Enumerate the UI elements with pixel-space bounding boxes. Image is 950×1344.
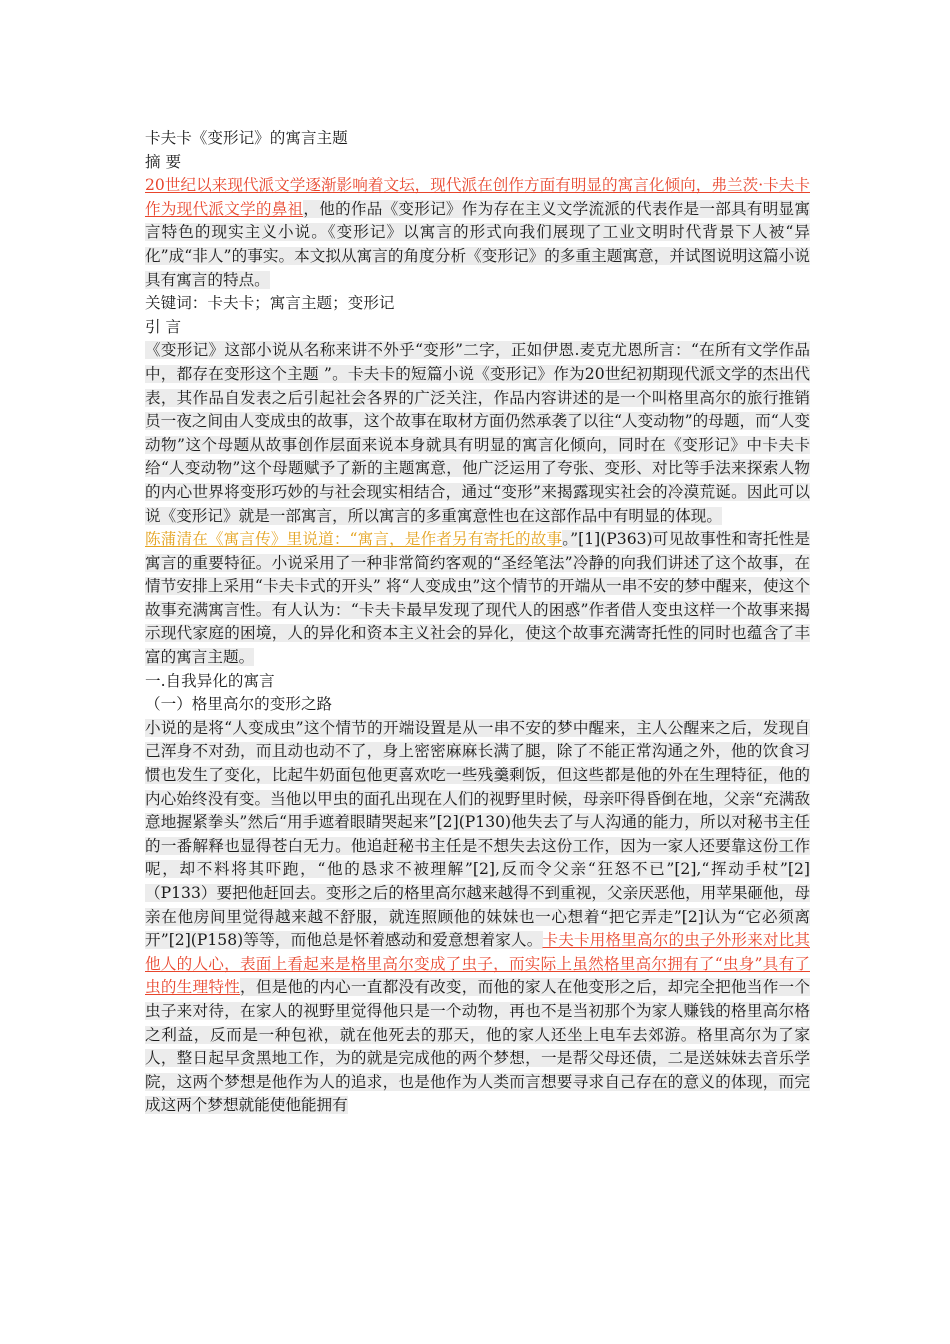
abstract-paragraph: [145, 174, 810, 292]
keywords: 关键词：卡夫卡；寓言主题；变形记: [145, 294, 395, 313]
abstract-highlight: 20世纪以来现代派文学逐渐影响着文坛，现代派在创作方面有明显的寓言化倾向，弗兰茨·卡夫卡作为现代派文学的鼻祖: [145, 176, 810, 218]
document-title: 卡夫卡《变形记》的寓言主题: [145, 129, 348, 147]
section-1-heading: 一.自我异化的寓言: [145, 671, 275, 690]
body-paragraph-1-text-a: 小说的是将“人变成虫”这个情节的开端设置是从一串不安的梦中醒来，主人公醒来之后，发现自己浑身不对劲，而且动也动不了，身上密密麻麻长满了腿，除了不能正常沟通之外，他的饮食习惯也发生了变化，比起牛奶面包他更喜欢吃一些残羹剩饭，但这些都是他的外在生理特征，他的内心始终没有变。当他以甲虫的面孔出现在人们的视野里时候，母亲吓得昏倒在地，父亲“充满敌意地握紧拳头”然后“用手遮着眼睛哭起来”[2](P130)他失去了与人沟通的能力，所以对秘书主任的一番解释也显得苍白无力。他追赶秘书主任是不想失去这份工作，因为一家人还要靠这份工作呢，却不料将其吓跑，“他的恳求不被理解”[2],反而令父亲“狂怒不已”[2],“挥动手杖”[2]（P133）要把他赶回去。变形之后的格里高尔越来越得不到重视，父亲厌恶他，用苹果砸他，母亲在他房间里觉得越来越不舒服，就连照顾他的妹妹也一心想着“把它弄走”[2]认为“它必须离开”[2](P158)等等，而他总是怀着感动和爱意想着家人。: [145, 718, 810, 950]
intro-paragraph-2: [145, 528, 810, 670]
body-paragraph-1: [145, 717, 810, 1118]
body-paragraph-1-text-b: ，但是他的内心一直都没有改变，而他的家人在他变形之后，却完全把他当作一个虫子来对待，在家人的视野里觉得他只是一个动物，再也不是当初那个为家人赚钱的格里高尔格之利益，反而是一种包袱，就在他死去的那天，他的家人还坐上电车去郊游。格里高尔为了家人，整日起早贪黑地工作，为的就是完成他的两个梦想，一是帮父母还债，二是送妹妹去音乐学院，这两个梦想是他作为人的追求，也是他作为人类而言想要寻求自己存在的意义的体现，而完成这两个梦想就能使他能拥有: [145, 978, 810, 1115]
intro-heading: 引 言: [145, 317, 182, 336]
intro-paragraph-2-text: 。”[1](P363)可见故事性和寄托性是寓言的重要特征。小说采用了一种非常简约客观的“圣经笔法”冷静的向我们讲述了这个故事，在情节安排上采用“卡夫卡式的开头” 将“人变成虫”这个情节的开端从一串不安的梦中醒来，使这个故事充满寓言性。有人认为：“卡夫卡最早发现了现代人的困惑”作者借人变虫这样一个故事来揭示现代家庭的困境，人的异化和资本主义社会的异化，使这个故事充满寄托性的同时也蕴含了丰富的寓言主题。: [145, 530, 810, 667]
intro-paragraph-1: [145, 339, 810, 528]
body-paragraph-1-highlight: 卡夫卡用格里高尔的虫子外形来对比其他人的人心，表面上看起来是格里高尔变成了虫子，而实际上虽然格里高尔拥有了“虫身”具有了虫的生理特性: [145, 931, 810, 997]
subsection-1-heading: （一）格里高尔的变形之路: [145, 695, 333, 714]
document-page: [145, 127, 810, 1118]
abstract-text: ，他的作品《变形记》作为存在主义文学流派的代表作是一部具有明显寓言特色的现实主义小说。《变形记》以寓言的形式向我们展现了工业文明时代背景下人被“异化”成“非人”的事实。本文拟从寓言的角度分析《变形记》的多重主题寓意，并试图说明这篇小说具有寓言的特点。: [145, 199, 810, 289]
abstract-heading: 摘 要: [145, 152, 182, 171]
intro-quote-highlight: 陈蒲清在《寓言传》里说道：“寓言，是作者另有寄托的故事: [145, 530, 563, 549]
intro-paragraph-1-text: 《变形记》这部小说从名称来讲不外乎“变形”二字，正如伊恩.麦克尤恩所言：“在所有文学作品中，都存在变形这个主题 ”。卡夫卡的短篇小说《变形记》作为20世纪初期现代派文学的杰出代表，其作品自发表之后引起社会各界的广泛关注，作品内容讲述的是一个叫格里高尔的旅行推销员一夜之间由人变成虫的故事，这个故事在取材方面仍然承袭了以往“人变动物”的母题，而“人变动物”这个母题从故事创作层面来说本身就具有明显的寓言化倾向，同时在《变形记》中卡夫卡给“人变动物”这个母题赋予了新的主题寓意，他广泛运用了夸张、变形、对比等手法来探索人物的内心世界将变形巧妙的与社会现实相结合，通过“变形”来揭露现实社会的冷漠荒诞。因此可以说《变形记》就是一部寓言，所以寓言的多重寓意性也在这部作品中有明显的体现。: [145, 341, 810, 525]
